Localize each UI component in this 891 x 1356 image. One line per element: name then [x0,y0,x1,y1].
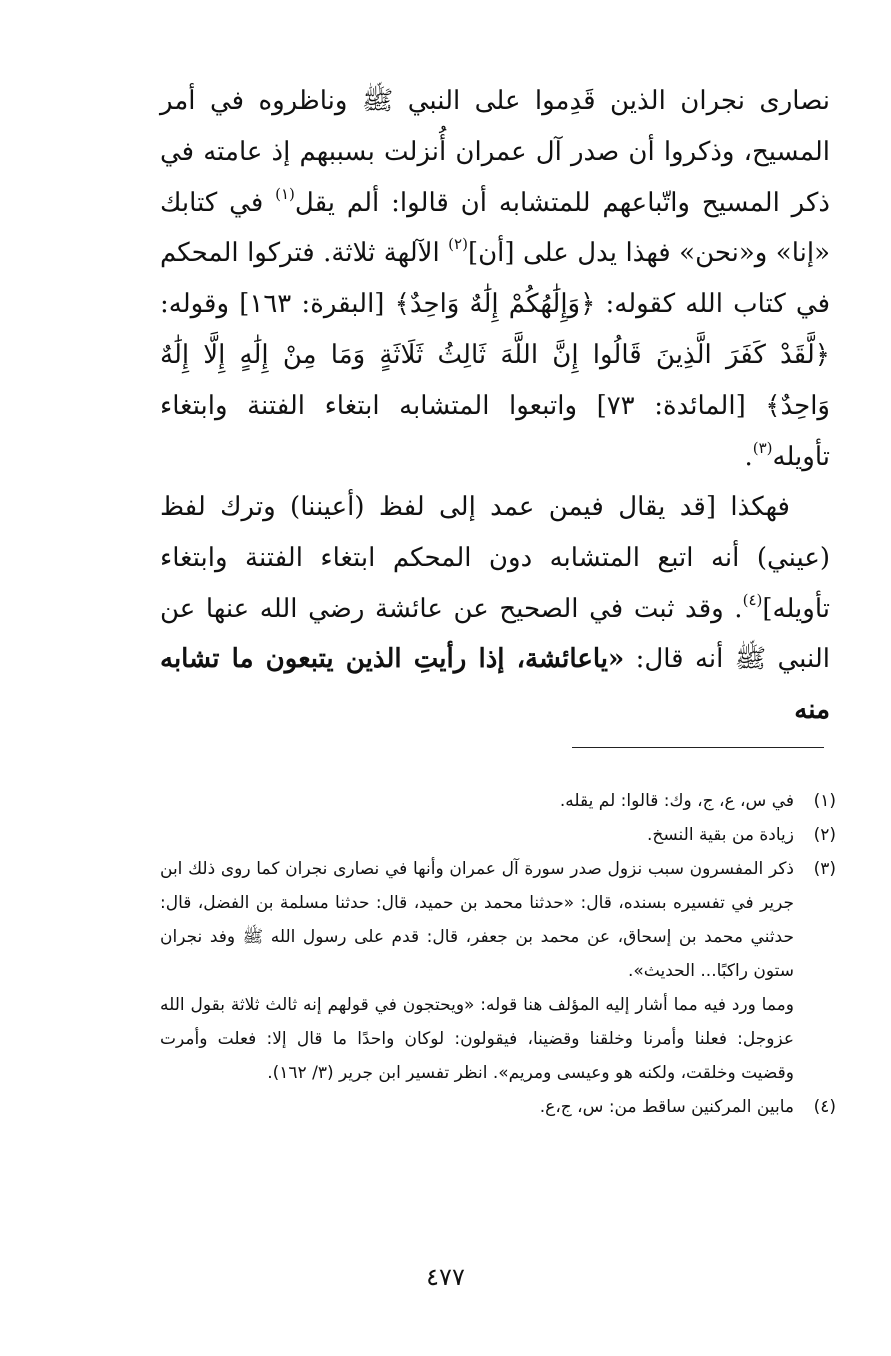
paragraph-2-text-a: فهكذا [قد يقال فيمن عمد إلى لفظ (أعيننا) وترك لفظ (عيني) أنه اتبع المتشابه دون المحكم ابتغاء الفتنة وابتغاء تأويله] [160,492,830,624]
footnote-line: زيادة من بقية النسخ. [646,825,794,845]
page-number: ٤٧٧ [426,1263,465,1291]
paragraph-1 [160,76,830,482]
footnotes [160,784,836,1124]
footnote-ref-4[interactable]: (٤) [742,590,763,609]
hadith-quote: «ياعائشة، إذا رأيتِ الذين يتبعون ما تشابه منه [160,644,830,726]
footnote-divider [572,747,824,748]
paragraph-2 [160,482,830,736]
footnote-number: (١) [813,791,836,811]
paragraph-1-text-b: في كتابك «إنا» و«نحن» فهذا يدل على [أن] [160,187,831,269]
footnote-number: (٢) [813,825,836,845]
footnote-line: ذكر المفسرون سبب نزول صدر سورة آل عمران وأنها في نصارى نجران كما روى ذلك ابن جرير في تفسيره بسنده، قال: «حدثنا محمد بن حميد، قال: حدثنا مسلمة بن الفضل، قال: حدثني محمد بن إسحاق، عن محمد بن جعفر، قال: قدم على رسول الله ﷺ وفد نجران ستون راكبًا... الحديث». [160,859,794,981]
footnote-text [160,1090,794,1124]
footnote-text [160,852,794,1090]
footnote-3 [160,852,836,1090]
footnote-text [160,818,794,852]
footnote-ref-1[interactable]: (١) [275,184,295,203]
footnote-text [160,784,794,818]
footnote-ref-3[interactable]: (٣) [752,438,773,457]
footnote-1 [160,784,836,818]
footnote-number: (٤) [813,1097,836,1117]
footnote-4 [160,1090,836,1124]
footnote-2 [160,818,836,852]
footnote-line: مابين المركنين ساقط من: س، ج،ع. [539,1097,794,1117]
footnote-line: في س، ع، ج، وك: قالوا: لم يقله. [559,791,794,811]
footnote-line: ومما ورد فيه مما أشار إليه المؤلف هنا قوله: «ويحتجون في قولهم إنه ثالث ثلاثة بقول الله عزوجل: فعلنا وأمرنا وخلقنا وقضينا، فيقولون: لوكان واحدًا ما قال إلا: فعلت وأمرت وقضيت وخلقت، ولكنه هو وعيسى ومريم». انظر تفسير ابن جرير (٣/ ١٦٢). [160,995,794,1083]
paragraph-1-text-d: . [744,441,753,472]
paragraph-2-text-b: . وقد ثبت في الصحيح عن عائشة رضي الله عنها عن النبي ﷺ أنه قال: [160,593,830,675]
footnote-number: (٣) [813,859,836,879]
paragraph-1-text-c: الآلهة ثلاثة. فتركوا المحكم في كتاب الله كقوله: ﴿وَإِلَٰهُكُمْ إِلَٰهٌ وَاحِدٌ﴾ [البقرة: ١٦٣] وقوله: ﴿لَّقَدْ كَفَرَ الَّذِينَ قَالُوا إِنَّ اللَّهَ ثَالِثُ ثَلَاثَةٍ وَمَا مِنْ إِلَٰهٍ إِلَّا إِلَٰهٌ وَاحِدٌ﴾ [المائدة: ٧٣] واتبعوا المتشابه ابتغاء الفتنة وابتغاء تأويله [160,238,831,472]
footnote-ref-2[interactable]: (٢) [448,235,468,254]
paragraph-1-text-a: نصارى نجران الذين قَدِموا على النبي ﷺ وناظروه في أمر المسيح، وذكروا أن صدر آل عمران أُنزلت بسببهم إذ عامته في ذكر المسيح واتّباعهم للمتشابه أن قالوا: ألم يقل [160,86,830,218]
